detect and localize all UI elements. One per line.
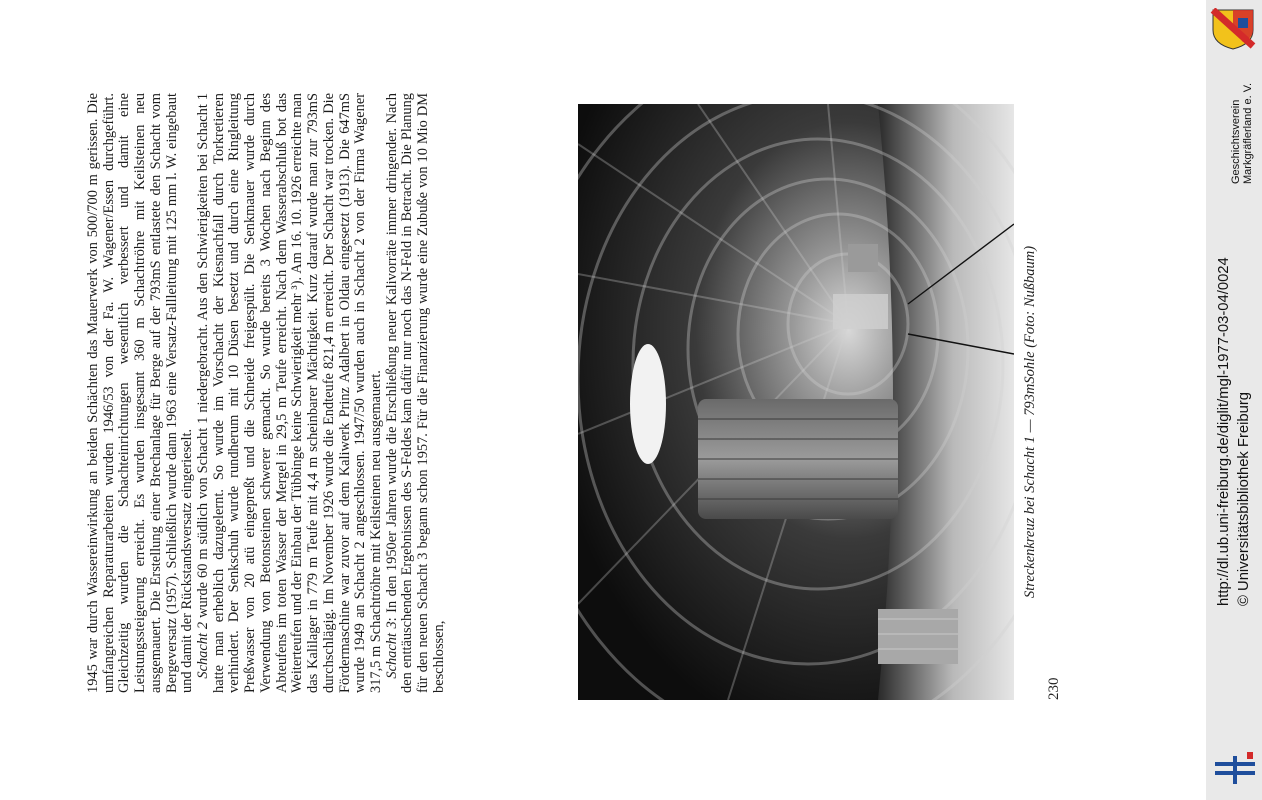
copyright-text: © Universitätsbibliothek Freiburg: [1236, 391, 1252, 606]
body-text: [86, 93, 556, 693]
photo-image: [578, 104, 1014, 700]
page-number: 230: [1046, 677, 1062, 700]
url-link[interactable]: http://dl.ub.uni-freiburg.de/diglit/mgl-1977-03-04/0024: [1216, 257, 1232, 606]
paragraph-2: Schacht 2 wurde 60 m südlich von Schacht 1 niedergebracht. Aus den Schwierigkeiten bei Schacht 1 hatte man erheblich dazugelernt. So wurde im Vorschacht der Kiesnachfall durch Torkretieren verhindert. Der Senkschuh wurde rundherum mit 10 Düsen besetzt und durch eine Ringleitung Preßwasser von 20 atü eingepreßt und die Schneide freigespült. Die Senkmauer wurde durch Verwendung von Betonsteinen schwerer gemacht. So wurde bereits 3 Wochen nach Beginn des Abteufens im toten Wasser der Mergel in 29,5 m Teufe erreicht. Nach dem Wasserabschluß bot das Weiterteufen und der Einbau der Tübbinge keine Schwierigkeit mehr ³). Am 16. 10. 1926 erreichte man das Kalilager in 779 m Teufe mit 4,4 m scheinbarer Mächtigkeit. Kurz darauf wurde man zur 793mS durchschlägig. Im November 1926 wurde die Endteufe 821,4 m erreicht. Der Schacht war trocken. Die Fördermaschine war zuvor auf dem Kaliwerk Prinz Adalbert in Oldau eingesetzt (1913). Die 647mS wurde 1949 an Schacht 2 angeschlossen. 1947/50 wurden auch in Schacht 2 von der Firma Wagener 317,5 m Schachtröhre mit Keilsteinen neu ausgemauert.: [195, 93, 384, 693]
photo-caption: Streckenkreuz bei Schacht 1 — 793mSohle (Foto: Nußbaum): [1022, 245, 1038, 598]
paragraph-3: Schacht 3: In den 1950er Jahren wurde die Erschließung neuer Kalivorräte immer dringender. Nach den enttäuschenden Ergebnissen des S-Feldes kam dafür nur noch das N-Feld in Betracht. Die Planung für den neuen Schacht 3 begann schon 1957. Für die Finanzierung wurde eine Zubuße von 10 Mio DM beschlossen,: [383, 93, 447, 693]
paragraph-3-lead: Schacht 3: [383, 621, 400, 679]
mine-tunnel-photo: [578, 104, 1014, 700]
paragraph-2-lead: Schacht 2: [195, 621, 212, 679]
paragraph-1: 1945 war durch Wassereinwirkung an beiden Schächten das Mauerwerk von 500/700 m gerissen. Die umfangreichen Reparaturarbeiten wurden 1946/53 von der Fa. W. Wagener/Essen durchgeführt. Gleichzeitig wurden die Schachteinrichtungen wesentlich verbessert und damit eine Leistungssteigerung erreicht. Es wurden insgesamt 360 m Schachtröhre mit Keilsteinen neu ausgemauert. Die Erstellung einer Brechanlage für Berge auf der 793mS entlastete den Schacht vom Bergeversatz (1957). Schließlich wurde dann 1963 eine Versatz-Fallleitung mit 125 mm l. W. eingebaut und damit der Rückstandsversatz eingerieselt.: [85, 93, 196, 693]
source-info: [1214, 206, 1256, 606]
society-line-1: Geschichtsverein: [1230, 99, 1242, 184]
society-name: [1230, 44, 1262, 184]
ub-freiburg-logo: [1213, 748, 1257, 788]
society-line-2: Markgräflerland e. V.: [1242, 82, 1254, 184]
